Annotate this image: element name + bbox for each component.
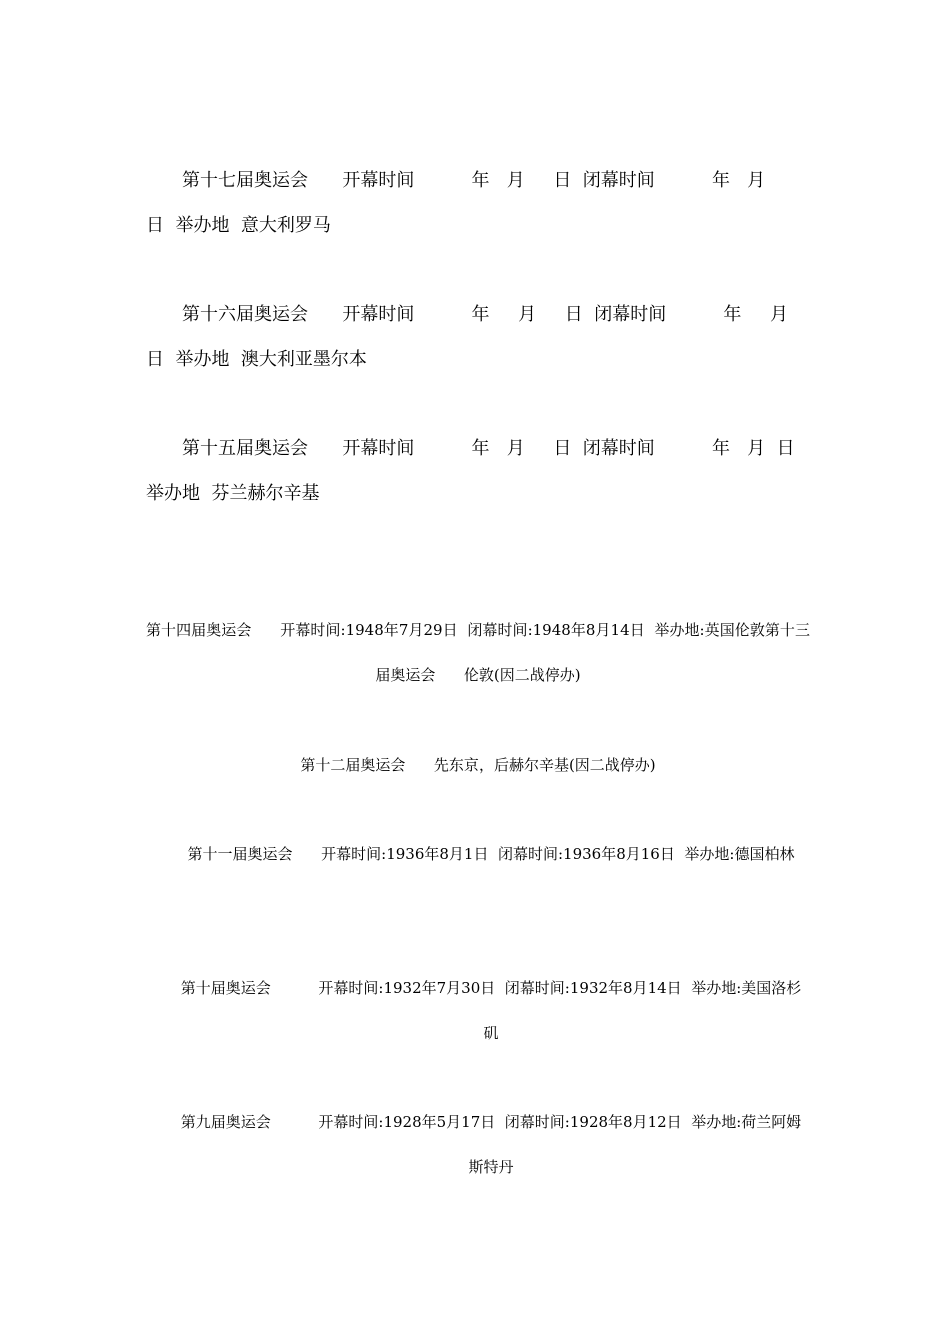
paragraph-olympics-9: 第九届奥运会 开幕时间:1928年5月17日 闭幕时间:1928年8月12日 举办地:荷兰阿姆斯特丹 (180, 1113, 802, 1176)
paragraph-olympics-10: 第十届奥运会 开幕时间:1932年7月30日 闭幕时间:1932年8月14日 举办地:美国洛杉矶 (180, 979, 802, 1042)
paragraph-olympics-14-13: 第十四届奥运会 开幕时间:1948年7月29日 闭幕时间:1948年8月14日 举办地:英国伦敦第十三届奥运会 伦敦(因二战停办) (146, 621, 810, 684)
paragraph-olympics-16: 第十六届奥运会 开幕时间 年 月 日 闭幕时间 年 月 日 举办地 澳大利亚墨尔本 (146, 304, 806, 370)
paragraph-olympics-11: 第十一届奥运会 开幕时间:1936年8月1日 闭幕时间:1936年8月16日 举办地:德国柏林 (187, 845, 795, 863)
paragraph-olympics-17: 第十七届奥运会 开幕时间 年 月 日 闭幕时间 年 月 日 举办地 意大利罗马 (146, 170, 794, 236)
paragraph-olympics-12: 第十二届奥运会 先东京，后赫尔辛基(因二战停办) (300, 756, 656, 774)
paragraph-olympics-15: 第十五届奥运会 开幕时间 年 月 日 闭幕时间 年 月 日 举办地 芬兰赫尔辛基 (146, 438, 807, 504)
